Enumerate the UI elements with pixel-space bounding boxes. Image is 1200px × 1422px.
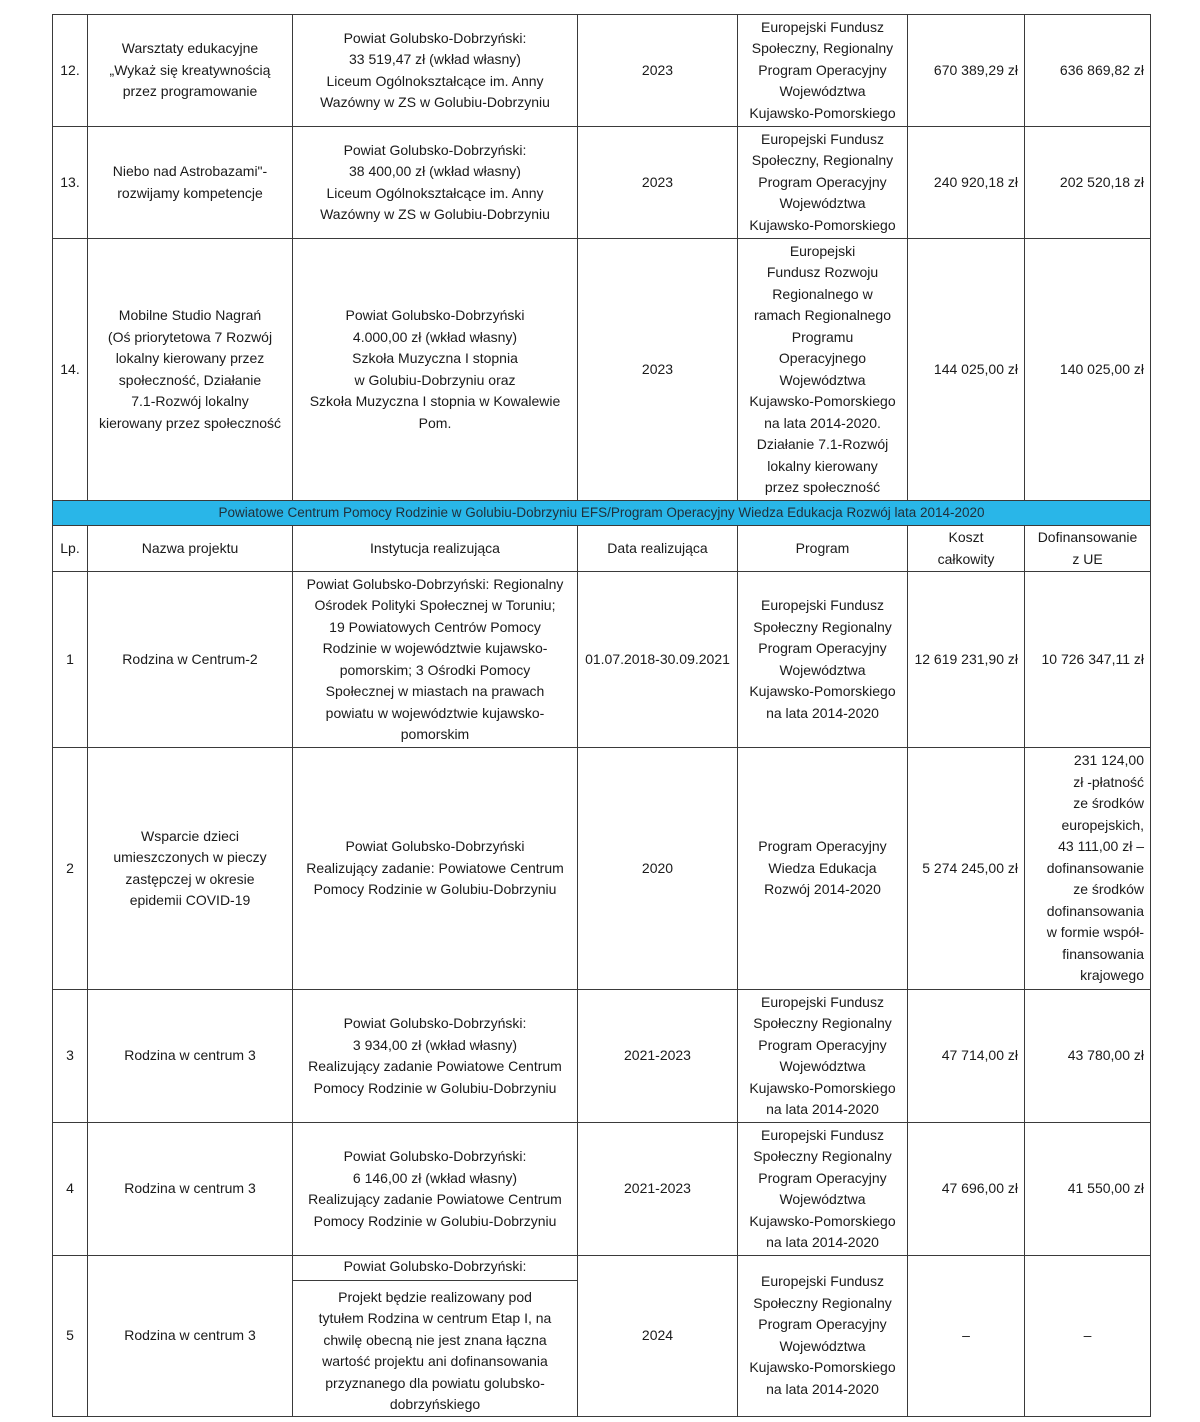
program-cell bbox=[738, 239, 908, 501]
lp-cell: 3 bbox=[53, 990, 88, 1123]
text-line: Program Operacyjny bbox=[758, 173, 887, 190]
projects-table bbox=[52, 14, 1151, 1417]
eu-funding-cell bbox=[1025, 572, 1151, 748]
text-line: Europejski Fundusz bbox=[761, 993, 884, 1010]
text-line: Województwa bbox=[779, 1337, 866, 1354]
program-cell bbox=[738, 15, 908, 127]
text-line: Powiat Golubsko-Dobrzyński bbox=[345, 838, 525, 855]
text-line: 202 520,18 zł bbox=[1059, 173, 1144, 190]
text-line: Wiedza Edukacja bbox=[768, 859, 877, 876]
text-line: zastępczej w okresie bbox=[125, 870, 255, 887]
text-line: ze środków bbox=[1073, 881, 1144, 898]
lp-cell: 14. bbox=[53, 239, 88, 501]
text-line: Wazówny w ZS w Golubiu-Dobrzyniu bbox=[320, 206, 550, 222]
text-line: Kujawsko-Pomorskiego bbox=[749, 683, 896, 699]
project-name-cell bbox=[88, 127, 293, 239]
table-body bbox=[53, 15, 1151, 1417]
text-line: Społecznej w miastach na prawach bbox=[325, 683, 545, 699]
text-line: (Oś priorytetowa 7 Rozwój bbox=[107, 328, 273, 345]
text-line: społeczność, Działanie bbox=[118, 371, 262, 388]
table-row bbox=[53, 1123, 1151, 1256]
text-line: Pom. bbox=[418, 414, 452, 431]
text-line: Projekt będzie realizowany pod bbox=[338, 1288, 532, 1305]
text-line: Społeczny, Regionalny bbox=[751, 152, 894, 169]
text-line: 19 Powiatowych Centrów Pomocy bbox=[329, 618, 541, 635]
text-line: kierowany przez społeczność bbox=[98, 414, 282, 431]
text-line: krajowego bbox=[1080, 967, 1144, 984]
text-line: Społeczny Regionalny bbox=[753, 1294, 892, 1311]
institution-cell bbox=[293, 990, 578, 1123]
text-line: Powiat Golubsko-Dobrzyński bbox=[345, 307, 525, 323]
lp-cell: 5 bbox=[53, 1256, 88, 1417]
text-line: Dofinansowanie bbox=[1037, 529, 1138, 545]
date-cell: 2021-2023 bbox=[578, 1123, 738, 1256]
table-row bbox=[53, 239, 1151, 501]
text-line: Ośrodek Polityki Społecznej w Toruniu; bbox=[314, 597, 556, 613]
text-line: Program Operacyjny bbox=[758, 838, 887, 855]
project-name-cell bbox=[88, 1123, 293, 1256]
text-line: Program Operacyjny bbox=[758, 1316, 887, 1333]
text-line: Rodzina w centrum 3 bbox=[124, 1327, 256, 1343]
text-line: w Golubiu-Dobrzyniu oraz bbox=[354, 371, 516, 388]
project-name-cell bbox=[88, 239, 293, 501]
text-line: 38 400,00 zł (wkład własny) bbox=[349, 163, 521, 179]
text-line: Realizujący zadanie Powiatowe Centrum bbox=[308, 1058, 562, 1074]
institution-cell bbox=[293, 748, 578, 990]
text-line: 6 146,00 zł (wkład własny) bbox=[352, 1169, 518, 1186]
institution-cell bbox=[293, 15, 578, 127]
text-line: Rodzina w centrum 3 bbox=[124, 1180, 256, 1197]
project-name-cell bbox=[88, 748, 293, 990]
header-program: Program bbox=[738, 526, 908, 572]
text-line: na lata 2014-2020. bbox=[764, 414, 881, 431]
institution-text bbox=[296, 1287, 574, 1416]
date-cell: 2020 bbox=[578, 748, 738, 990]
text-line: umieszczonych w pieczy bbox=[113, 849, 267, 865]
eu-funding-cell bbox=[1025, 1123, 1151, 1256]
text-line: Europejski Fundusz bbox=[761, 1273, 884, 1290]
text-line: 43 780,00 zł bbox=[1067, 1047, 1144, 1064]
date-cell: 2023 bbox=[578, 127, 738, 239]
text-line: 10 726 347,11 zł bbox=[1041, 650, 1144, 667]
text-line: Społeczny Regionalny bbox=[753, 1015, 892, 1031]
text-line: Operacyjnego bbox=[778, 350, 867, 366]
text-line: Europejski bbox=[789, 242, 856, 259]
institution-cell bbox=[293, 1123, 578, 1256]
date-cell: 01.07.2018-30.09.2021 bbox=[578, 572, 738, 748]
text-line: na lata 2014-2020 bbox=[766, 1234, 879, 1250]
text-line: lokalny kierowany bbox=[767, 457, 878, 474]
text-line: Program Operacyjny bbox=[758, 1169, 887, 1186]
header-date: Data realizująca bbox=[578, 526, 738, 572]
text-line: Kujawsko-Pomorskiego bbox=[749, 393, 896, 409]
total-cost-cell: 47 714,00 zł bbox=[908, 990, 1025, 1123]
text-line: Niebo nad Astrobazami"- bbox=[112, 163, 268, 179]
text-line: Powiat Golubsko-Dobrzyński: bbox=[343, 29, 527, 46]
text-line: Program Operacyjny bbox=[758, 640, 887, 656]
date-cell: 2021-2023 bbox=[578, 990, 738, 1123]
text-line: pomorskim; 3 Ośrodki Pomocy bbox=[339, 661, 531, 678]
date-cell: 2024 bbox=[578, 1256, 738, 1417]
text-line: tytułem Rodzina w centrum Etap I, na bbox=[318, 1310, 552, 1326]
table-row bbox=[53, 1256, 1151, 1417]
text-line: ramach Regionalnego bbox=[754, 307, 891, 323]
text-line: na lata 2014-2020 bbox=[766, 704, 879, 721]
program-cell bbox=[738, 1256, 908, 1417]
text-line: Koszt bbox=[948, 529, 984, 545]
text-line: Społeczny Regionalny bbox=[753, 1148, 892, 1164]
total-cost-cell: 12 619 231,90 zł bbox=[908, 572, 1025, 748]
project-name-cell bbox=[88, 990, 293, 1123]
text-line: epidemii COVID-19 bbox=[129, 892, 251, 908]
project-name-cell bbox=[88, 15, 293, 127]
institution-subheader: Powiat Golubsko-Dobrzyński: bbox=[293, 1256, 577, 1281]
text-line: 41 550,00 zł bbox=[1067, 1180, 1144, 1197]
total-cost-cell: 5 274 245,00 zł bbox=[908, 748, 1025, 990]
text-line: Wsparcie dzieci bbox=[140, 827, 240, 844]
text-line: chwilę obecną nie jest znana łączna bbox=[323, 1331, 547, 1348]
text-line: dofinansowanie bbox=[1046, 859, 1144, 876]
text-line: Programu bbox=[791, 328, 854, 345]
text-line: pomorskim bbox=[400, 726, 470, 742]
text-line: powiatu w województwie kujawsko- bbox=[325, 704, 545, 721]
institution-cell bbox=[293, 239, 578, 501]
text-line: 231 124,00 bbox=[1073, 752, 1144, 769]
program-cell bbox=[738, 127, 908, 239]
text-line: 33 519,47 zł (wkład własny) bbox=[349, 51, 521, 67]
text-line: Wazówny w ZS w Golubiu-Dobrzyniu bbox=[320, 94, 550, 110]
header-institution: Instytucja realizująca bbox=[293, 526, 578, 572]
text-line: Kujawsko-Pomorskiego bbox=[749, 1079, 896, 1096]
header-row bbox=[53, 526, 1151, 572]
text-line: Szkoła Muzyczna I stopnia w Kowalewie bbox=[309, 393, 561, 409]
program-cell bbox=[738, 1123, 908, 1256]
text-line: Rozwój 2014-2020 bbox=[764, 881, 881, 898]
project-name-cell bbox=[88, 572, 293, 748]
text-line: Pomocy Rodzinie w Golubiu-Dobrzyniu bbox=[313, 881, 557, 898]
text-line: Pomocy Rodzinie w Golubiu-Dobrzyniu bbox=[313, 1079, 557, 1096]
text-line: Powiat Golubsko-Dobrzyński: Regionalny bbox=[306, 575, 564, 592]
date-cell: 2023 bbox=[578, 239, 738, 501]
text-line: Województwa bbox=[779, 83, 866, 100]
text-line: Województwa bbox=[779, 371, 866, 388]
text-line: Kujawsko-Pomorskiego bbox=[749, 104, 896, 121]
text-line: z UE bbox=[1072, 550, 1103, 567]
text-line: Województwa bbox=[779, 1058, 866, 1074]
text-line: Społeczny Regionalny bbox=[753, 618, 892, 635]
institution-cell bbox=[293, 1256, 578, 1417]
text-line: Liceum Ogólnokształcące im. Anny bbox=[326, 72, 544, 89]
total-cost-cell: 144 025,00 zł bbox=[908, 239, 1025, 501]
header-eu-funding bbox=[1025, 526, 1151, 572]
lp-cell: 2 bbox=[53, 748, 88, 990]
text-line: Województwa bbox=[779, 661, 866, 678]
text-line: Działanie 7.1-Rozwój bbox=[756, 436, 889, 452]
lp-cell: 13. bbox=[53, 127, 88, 239]
total-cost-cell: 670 389,29 zł bbox=[908, 15, 1025, 127]
eu-funding-cell bbox=[1025, 990, 1151, 1123]
eu-funding-cell bbox=[1025, 127, 1151, 239]
text-line: 636 869,82 zł bbox=[1059, 61, 1144, 78]
text-line: dobrzyńskiego bbox=[389, 1396, 481, 1412]
date-cell: 2023 bbox=[578, 15, 738, 127]
text-line: Szkoła Muzyczna I stopnia bbox=[352, 350, 518, 366]
text-line: zł -płatność bbox=[1073, 773, 1144, 790]
text-line: finansowania bbox=[1062, 945, 1144, 962]
text-line: Powiat Golubsko-Dobrzyński: bbox=[343, 1015, 527, 1031]
eu-funding-cell bbox=[1025, 748, 1151, 990]
text-line: Fundusz Rozwoju bbox=[766, 264, 879, 280]
eu-funding-cell bbox=[1025, 15, 1151, 127]
project-name-cell bbox=[88, 1256, 293, 1417]
text-line: Powiat Golubsko-Dobrzyński: bbox=[343, 141, 527, 158]
lp-cell: 1 bbox=[53, 572, 88, 748]
text-line: Realizujący zadanie Powiatowe Centrum bbox=[308, 1191, 562, 1207]
header-total-cost bbox=[908, 526, 1025, 572]
text-line: Kujawsko-Pomorskiego bbox=[749, 216, 896, 233]
text-line: na lata 2014-2020 bbox=[766, 1101, 879, 1117]
text-line: rozwijamy kompetencje bbox=[117, 184, 263, 201]
total-cost-cell: – bbox=[908, 1256, 1025, 1417]
text-line: całkowity bbox=[937, 550, 995, 567]
text-line: dofinansowania bbox=[1046, 902, 1144, 919]
text-line: Realizujący zadanie: Powiatowe Centrum bbox=[306, 859, 564, 876]
text-line: Liceum Ogólnokształcące im. Anny bbox=[326, 184, 544, 201]
text-line: 4.000,00 zł (wkład własny) bbox=[352, 328, 518, 345]
text-line: Powiat Golubsko-Dobrzyński: bbox=[343, 1148, 527, 1164]
total-cost-cell: 240 920,18 zł bbox=[908, 127, 1025, 239]
text-line: Rodzinie w województwie kujawsko- bbox=[322, 640, 548, 656]
institution-cell bbox=[293, 572, 578, 748]
text-line: Regionalnego w bbox=[772, 285, 873, 302]
text-line: Kujawsko-Pomorskiego bbox=[749, 1212, 896, 1229]
table-row bbox=[53, 748, 1151, 990]
text-line: Społeczny, Regionalny bbox=[751, 40, 894, 57]
lp-cell: 4 bbox=[53, 1123, 88, 1256]
text-line: 7.1-Rozwój lokalny bbox=[131, 393, 249, 409]
header-project-name: Nazwa projektu bbox=[88, 526, 293, 572]
text-line: przyznanego dla powiatu golubsko- bbox=[325, 1374, 545, 1391]
text-line: Mobilne Studio Nagrań bbox=[118, 307, 262, 323]
text-line: Rodzina w centrum 3 bbox=[124, 1047, 256, 1064]
table-row bbox=[53, 572, 1151, 748]
text-line: Europejski Fundusz bbox=[761, 130, 884, 147]
text-line: wartość projektu ani dofinansowania bbox=[322, 1353, 548, 1369]
text-line: przez społeczność bbox=[764, 479, 881, 495]
section-banner: Powiatowe Centrum Pomocy Rodzinie w Golubiu-Dobrzyniu EFS/Program Operacyjny Wiedza Edukacja Rozwój lata 2014-2020 bbox=[53, 501, 1151, 526]
table-row bbox=[53, 15, 1151, 127]
header-lp: Lp. bbox=[53, 526, 88, 572]
lp-cell: 12. bbox=[53, 15, 88, 127]
total-cost-cell: 47 696,00 zł bbox=[908, 1123, 1025, 1256]
text-line: Warsztaty edukacyjne bbox=[121, 40, 259, 57]
text-line: Europejski Fundusz bbox=[761, 1126, 884, 1143]
text-line: Program Operacyjny bbox=[758, 1036, 887, 1053]
text-line: Program Operacyjny bbox=[758, 61, 887, 78]
program-cell bbox=[738, 990, 908, 1123]
table-row bbox=[53, 127, 1151, 239]
eu-funding-cell bbox=[1025, 239, 1151, 501]
section-banner-row bbox=[53, 501, 1151, 526]
text-line: Kujawsko-Pomorskiego bbox=[749, 1359, 896, 1376]
text-line: Województwa bbox=[779, 195, 866, 212]
eu-funding-cell bbox=[1025, 1256, 1151, 1417]
text-line: Europejski Fundusz bbox=[761, 597, 884, 613]
text-line: Europejski Fundusz bbox=[761, 18, 884, 35]
text-line: Rodzina w Centrum-2 bbox=[122, 650, 258, 667]
text-line: 43 111,00 zł – bbox=[1058, 838, 1144, 855]
text-line: europejskich, bbox=[1061, 816, 1144, 833]
text-line: ze środków bbox=[1073, 795, 1144, 812]
text-line: 140 025,00 zł bbox=[1059, 360, 1144, 377]
text-line: Województwa bbox=[779, 1191, 866, 1207]
text-line: „Wykaż się kreatywnością bbox=[109, 61, 271, 78]
text-line: przez programowanie bbox=[122, 83, 258, 100]
text-line: – bbox=[1083, 1327, 1092, 1343]
text-line: lokalny kierowany przez bbox=[115, 350, 265, 366]
text-line: w formie współ- bbox=[1046, 924, 1144, 941]
institution-cell bbox=[293, 127, 578, 239]
text-line: Pomocy Rodzinie w Golubiu-Dobrzyniu bbox=[313, 1212, 557, 1229]
text-line: na lata 2014-2020 bbox=[766, 1380, 879, 1397]
text-line: 3 934,00 zł (wkład własny) bbox=[352, 1036, 518, 1053]
program-cell bbox=[738, 572, 908, 748]
program-cell bbox=[738, 748, 908, 990]
table-row bbox=[53, 990, 1151, 1123]
